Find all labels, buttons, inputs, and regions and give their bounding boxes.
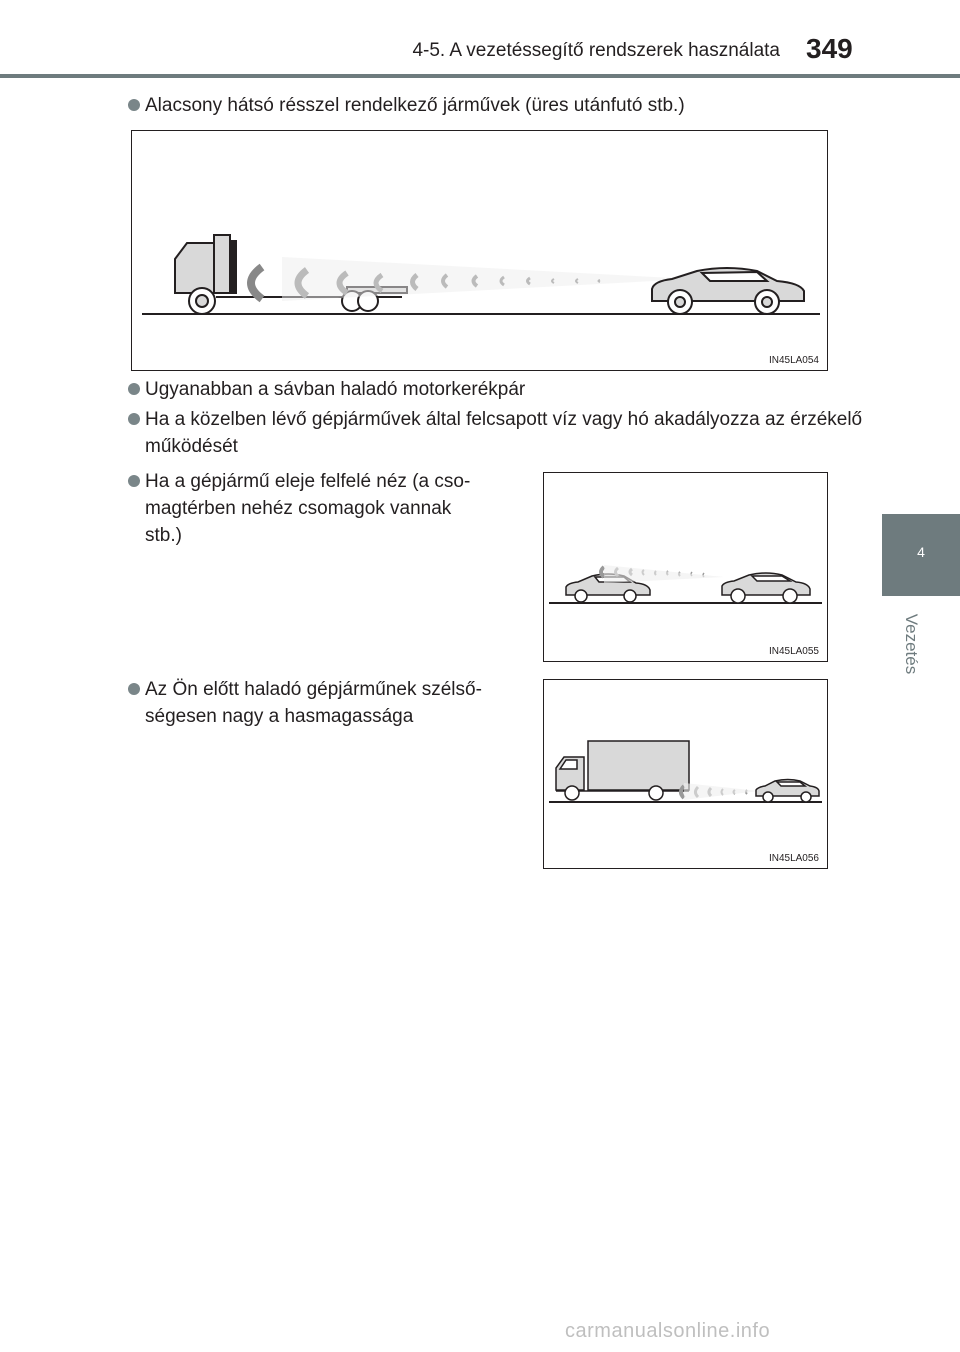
- radar-wave-icon: [681, 783, 759, 800]
- illustration-nose-up: [544, 473, 829, 663]
- page-number: 349: [806, 33, 853, 64]
- chapter-label-text: Vezetés: [902, 613, 921, 675]
- chapter-tab: [882, 514, 960, 596]
- radar-wave-icon: [601, 565, 724, 583]
- car-icon: [756, 780, 819, 803]
- bullet-text-line: Az Ön előtt haladó gépjárműnek szélső-: [145, 679, 482, 700]
- bullet-item: [128, 468, 524, 549]
- box-truck-icon: [556, 741, 689, 800]
- figure-code: IN45LA054: [768, 355, 819, 366]
- figure-code: IN45LA055: [768, 646, 819, 657]
- car-icon: [722, 573, 810, 603]
- bullet-text-line: magtérben nehéz csomagok vannak: [145, 498, 452, 519]
- bullet-item: [128, 406, 868, 460]
- bullet-text: Alacsony hátsó résszel rendelkező járművek (üres utánfutó stb.): [145, 95, 685, 116]
- car-icon: [652, 268, 804, 314]
- bullet-text: Ugyanabban a sávban haladó motorkerékpár: [145, 379, 526, 400]
- bullet-item: [128, 676, 524, 730]
- illustration-high-truck: [544, 680, 829, 870]
- figure-code: IN45LA056: [768, 853, 819, 864]
- bullet-text-line: Ha a gépjármű eleje felfelé néz (a cso-: [145, 471, 471, 492]
- figure-low-trailer: [131, 130, 828, 371]
- bullet-dot-icon: [128, 413, 140, 425]
- section-title: 4-5. A vezetéssegítő rendszerek használata: [412, 40, 780, 61]
- figure-high-truck: [543, 679, 828, 869]
- radar-wave-icon: [251, 257, 692, 301]
- bullet-item: [128, 376, 868, 403]
- header-rule: [0, 74, 960, 78]
- chapter-number: 4: [917, 544, 925, 560]
- bullet-text-line: ségesen nagy a hasmagassága: [145, 706, 414, 727]
- bullet-text: Ha a közelben lévő gépjárművek által felcsapott víz vagy hó akadályozza az érzékelő működését: [145, 409, 863, 457]
- bullet-dot-icon: [128, 383, 140, 395]
- bullet-text-line: stb.): [145, 525, 182, 546]
- bullet-dot-icon: [128, 683, 140, 695]
- chapter-label: [883, 610, 939, 680]
- bullet-dot-icon: [128, 475, 140, 487]
- illustration-low-trailer: [132, 131, 829, 372]
- figure-nose-up: [543, 472, 828, 662]
- bullet-dot-icon: [128, 99, 140, 111]
- bullet-item: [128, 92, 868, 119]
- watermark: carmanualsonline.info: [565, 1320, 771, 1342]
